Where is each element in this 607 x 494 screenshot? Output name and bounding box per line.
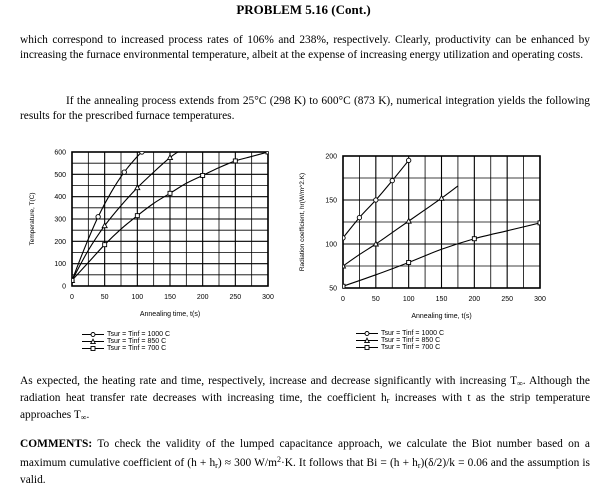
paragraph-discussion bbox=[20, 374, 590, 425]
y-tick-label: 400 bbox=[54, 194, 66, 202]
legend-label-700: Tsur = Tinf = 700 C bbox=[381, 344, 441, 351]
x-tick-label: 150 bbox=[435, 296, 448, 303]
x-tick-label: 300 bbox=[262, 294, 274, 301]
paragraph-productivity: which correspond to increased process rates of 106% and 238%, respectively. Clearly, productivity can be enhanced by increasing the furnace environmental temperature, albeit at the expense of increasing energy utilization and operating costs. bbox=[20, 34, 590, 61]
data-point bbox=[406, 158, 410, 162]
series-triangle bbox=[341, 186, 458, 268]
data-point bbox=[341, 236, 345, 240]
x-tick-label: 50 bbox=[100, 294, 109, 301]
legend-item-1000 bbox=[82, 331, 170, 338]
comments-sup-1: 2 bbox=[276, 455, 281, 464]
comments-text-2: ) ≈ 300 W/m bbox=[217, 457, 277, 469]
y-tick-label: 50 bbox=[329, 285, 337, 293]
data-point bbox=[233, 159, 237, 163]
data-point bbox=[122, 170, 126, 174]
legend-label-1000: Tsur = Tinf = 1000 C bbox=[381, 330, 445, 337]
data-point bbox=[374, 198, 378, 202]
y-axis-label: Temperature, T(C) bbox=[29, 192, 36, 246]
x-tick-label: 100 bbox=[402, 296, 415, 303]
legend-item-1000 bbox=[356, 330, 444, 337]
data-point bbox=[357, 215, 361, 219]
y-axis-label: Radiation coefficient, hr(W/m^2.K) bbox=[299, 172, 306, 272]
data-point bbox=[201, 173, 205, 177]
y-tick-label: 100 bbox=[54, 261, 66, 269]
x-tick-label: 300 bbox=[534, 296, 546, 303]
data-point bbox=[96, 215, 100, 219]
data-point bbox=[168, 191, 172, 195]
y-tick-label: 300 bbox=[54, 216, 66, 224]
legend-item-700 bbox=[82, 345, 170, 352]
discussion-text-4: . bbox=[86, 409, 90, 421]
data-point bbox=[70, 278, 74, 282]
page-title: PROBLEM 5.16 (Cont.) bbox=[236, 2, 371, 17]
discussion-sub-3: ∞ bbox=[80, 413, 87, 422]
data-point bbox=[406, 219, 411, 224]
y-tick-label: 100 bbox=[325, 241, 337, 249]
comments-text-4: )(δ/2)/k = 0.06 and the assumption is valid. bbox=[20, 457, 590, 486]
x-tick-label: 250 bbox=[229, 294, 242, 301]
comments-text-3: ·K. It follows that Bi = (h + h bbox=[280, 457, 418, 469]
data-point bbox=[373, 241, 378, 246]
chart-radiation-coefficient bbox=[299, 154, 546, 321]
legend-right bbox=[356, 330, 444, 351]
x-tick-label: 250 bbox=[501, 296, 514, 303]
comments-sub-1: r bbox=[215, 461, 218, 470]
x-tick-label: 0 bbox=[70, 294, 74, 301]
data-point bbox=[472, 237, 476, 241]
data-point bbox=[538, 221, 542, 225]
x-tick-label: 50 bbox=[371, 296, 380, 303]
comments-sub-2: r bbox=[417, 461, 421, 470]
paragraph-comments bbox=[20, 437, 590, 488]
comments-text-1: To check the validity of the lumped capacitance approach, we calculate the Biot number based on a maximum cumulative coefficient of (h + h bbox=[20, 438, 590, 469]
legend-item-850 bbox=[356, 337, 444, 344]
data-point bbox=[135, 214, 139, 218]
x-tick-label: 100 bbox=[131, 294, 144, 301]
comments-label: COMMENTS: bbox=[20, 438, 93, 450]
data-point bbox=[341, 263, 346, 268]
discussion-sub-2: r bbox=[386, 396, 390, 405]
discussion-text-3: increases with t as the strip temperature approaches T bbox=[20, 392, 591, 421]
x-axis-label: Annealing time, t(s) bbox=[139, 311, 201, 318]
discussion-sub-1: ∞ bbox=[517, 379, 523, 388]
legend-label-1000: Tsur = Tinf = 1000 C bbox=[107, 331, 171, 338]
x-tick-label: 200 bbox=[468, 296, 481, 303]
x-tick-label: 150 bbox=[164, 294, 176, 301]
legend-left bbox=[82, 331, 170, 352]
y-tick-label: 500 bbox=[54, 171, 66, 179]
legend-label-850: Tsur = Tinf = 850 C bbox=[107, 338, 167, 345]
chart-temperature bbox=[29, 150, 274, 319]
legend-label-850: Tsur = Tinf = 850 C bbox=[381, 337, 441, 344]
y-tick-label: 600 bbox=[54, 149, 66, 157]
legend-item-700 bbox=[356, 344, 444, 351]
y-tick-label: 0 bbox=[62, 283, 66, 291]
legend-item-850 bbox=[82, 338, 170, 345]
data-point bbox=[407, 260, 411, 264]
discussion-text-2: . Although the radiation heat transfer rate decreases with increasing time, the coefficient h bbox=[20, 375, 590, 404]
x-tick-label: 0 bbox=[341, 296, 345, 303]
legend-label-700: Tsur = Tinf = 700 C bbox=[107, 345, 167, 352]
data-point bbox=[341, 284, 345, 288]
y-tick-label: 150 bbox=[325, 197, 337, 205]
x-tick-label: 200 bbox=[196, 294, 209, 301]
y-tick-label: 200 bbox=[325, 153, 337, 161]
y-tick-label: 200 bbox=[54, 238, 66, 246]
paragraph-annealing: If the annealing process extends from 25°C (298 K) to 600°C (873 K), numerical integration yields the following results for the prescribed furnace temperatures. bbox=[20, 95, 590, 122]
data-point bbox=[266, 150, 270, 154]
discussion-text-1: As expected, the heating rate and time, respectively, increase and decrease significantly with increasing T bbox=[20, 375, 518, 387]
x-axis-label: Annealing time, t(s) bbox=[411, 313, 472, 320]
data-point bbox=[103, 243, 107, 247]
data-point bbox=[140, 150, 144, 154]
data-point bbox=[390, 178, 394, 182]
